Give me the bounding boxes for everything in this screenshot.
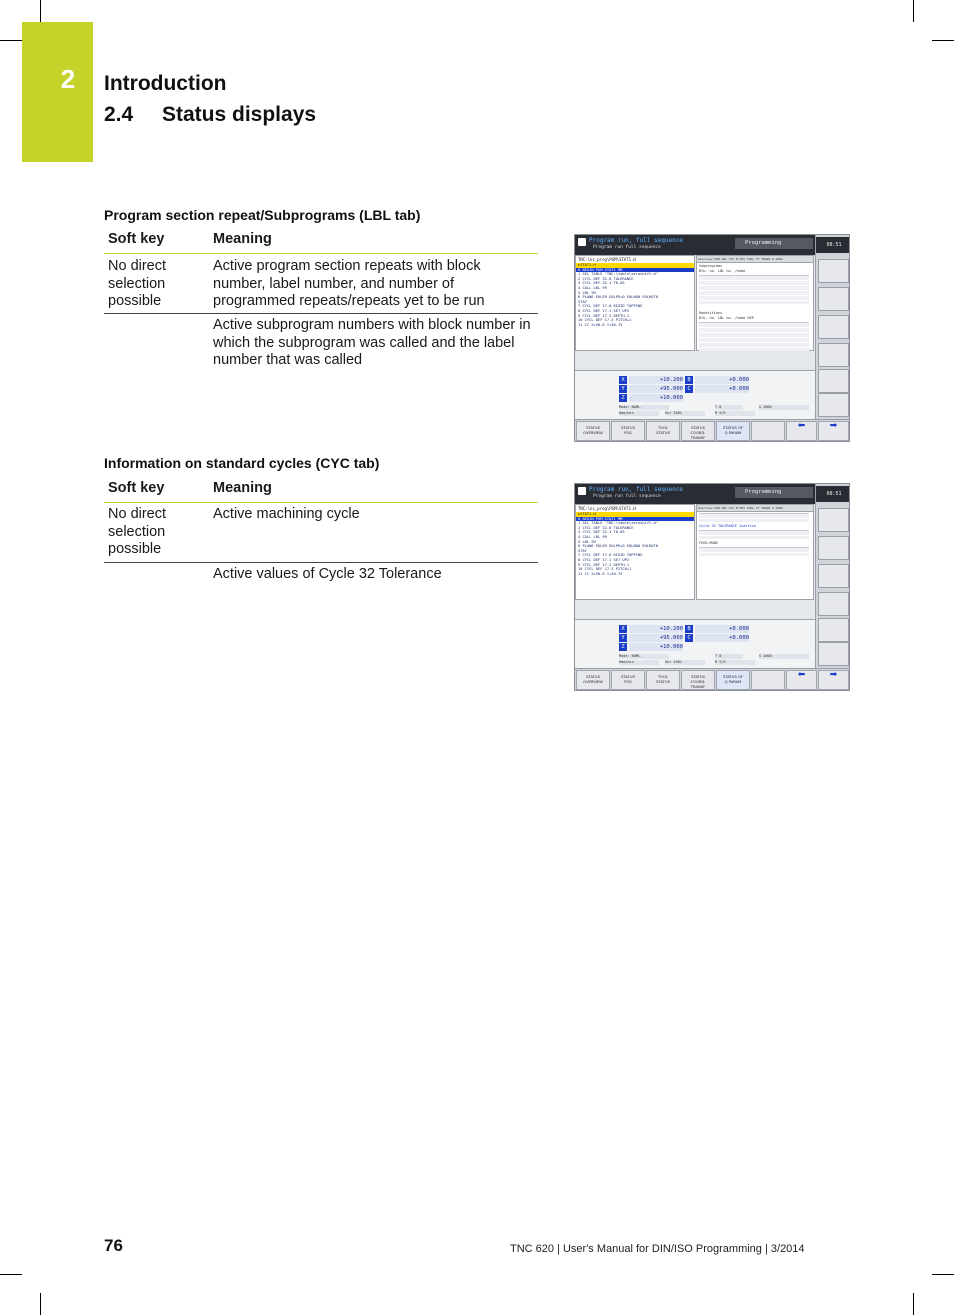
axis-row [619, 385, 683, 393]
program-line: 6 PLANE EULER EULPR+0 EULNU0 EULROT0 [578, 295, 658, 300]
page-forward-softkey[interactable] [818, 421, 849, 441]
header-rule [104, 502, 538, 503]
row-divider [104, 313, 538, 314]
title-bar [575, 484, 815, 504]
axis-row [619, 643, 683, 651]
feed-info: 0mm/min [619, 660, 659, 665]
screen-subtitle: Program run full sequence [593, 245, 661, 250]
screen-title: Program run, full sequence [589, 486, 683, 493]
program-run-icon [578, 487, 586, 495]
axis-label: B [685, 625, 693, 633]
program-line: STAY [578, 299, 587, 304]
section-number: 2.4 [104, 103, 134, 126]
empty-softkey[interactable] [751, 421, 785, 441]
axis-row [619, 376, 683, 384]
repetitions-label: Repetitions [699, 311, 723, 315]
program-window [575, 255, 695, 351]
program-line: 10 CYCL DEF 17.3 PITCH+1 [578, 318, 632, 323]
program-line: ►STAT1.H [576, 512, 694, 517]
axis-value: +0.000 [695, 634, 749, 642]
footer-text: TNC 620 | User's Manual for DIN/ISO Programming | 3/2014 [510, 1243, 805, 1255]
axis-row [619, 634, 683, 642]
subprograms-columns: Blk. no. LBL no. /name [699, 269, 746, 273]
program-line: 4 CALL LBL 99 [578, 534, 607, 539]
row-divider [104, 562, 538, 563]
spindle-info: S 2000 [759, 405, 809, 410]
column-header-softkey: Soft key [108, 231, 165, 247]
axis-label: Z [619, 643, 627, 651]
program-line: 11 CC X+50.0 Y+30.75 [578, 571, 623, 576]
table-cell-meaning: Active machining cycle [213, 506, 360, 522]
axis-label: Y [619, 385, 627, 393]
override-softkey[interactable] [818, 369, 849, 393]
tool-status-softkey[interactable]: TOOL STATUS [646, 421, 680, 441]
program-line: 11 CC X+50.0 Y+30.75 [578, 322, 623, 327]
program-line: 2 CYCL DEF 32.0 TOLERANCE [578, 276, 634, 281]
axis-value: +10.000 [629, 394, 683, 402]
screen-title: Program run, full sequence [589, 237, 683, 244]
status-window [696, 504, 814, 600]
axis-value: +0.000 [695, 385, 749, 393]
program-line: 4 CALL LBL 99 [578, 285, 607, 290]
program-line: STAY [578, 548, 587, 553]
override-info: Ovr 100% [665, 411, 705, 416]
status-q-param-softkey[interactable]: STATUS OF Q PARAM [716, 421, 750, 441]
side-softkey[interactable] [818, 508, 849, 532]
crop-mark [40, 1293, 41, 1315]
override-softkey[interactable] [818, 393, 849, 417]
m-function-info: M 5/9 [715, 411, 755, 416]
crop-mark [913, 0, 914, 22]
program-line: 10 CYCL DEF 17.3 PITCH+1 [578, 567, 632, 572]
axis-label: C [685, 634, 693, 642]
override-softkey[interactable] [818, 642, 849, 666]
subprograms-label: Subprograms [699, 264, 723, 268]
override-info: Ovr 100% [665, 660, 705, 665]
clock: 08:51 [816, 486, 850, 502]
crop-mark [913, 1293, 914, 1315]
cyc-table [104, 480, 538, 580]
screenshot-lbl-tab [574, 234, 850, 442]
position-display [575, 370, 815, 419]
page-back-softkey[interactable] [786, 421, 817, 441]
program-line: 1 SEL TABLE "TNC:\table\zeroshift.d" [578, 272, 658, 277]
subprograms-table [699, 275, 809, 304]
header-rule [104, 253, 538, 254]
axis-label: Z [619, 394, 627, 402]
crop-mark [932, 40, 954, 41]
programming-mode: Programming [735, 487, 813, 498]
program-path: TNC:\nc_prog\PGM\STAT1.H [578, 257, 636, 262]
column-header-softkey: Soft key [108, 480, 165, 496]
table-cell-meaning: Active subprogram numbers with block number in which the subprogram was called and the label number that was called [213, 317, 531, 368]
axis-label: X [619, 625, 627, 633]
axis-value: +0.000 [695, 625, 749, 633]
cyc-heading: Information on standard cycles (CYC tab) [104, 455, 380, 471]
axis-value: +95.000 [629, 634, 683, 642]
status-overview-softkey[interactable]: STATUS OVERVIEW [576, 670, 610, 690]
feed-info: 0mm/min [619, 411, 659, 416]
arrow-right-icon: ➡ [829, 670, 838, 680]
softkey-bar [575, 419, 850, 442]
feed-mode-box [699, 547, 809, 556]
status-pos-softkey[interactable]: STATUS POS [611, 421, 645, 441]
axis-row [685, 385, 749, 393]
program-line: 6 PLANE EULER EULPR+0 EULNU0 EULROT0 [578, 544, 658, 549]
program-run-icon [578, 238, 586, 246]
screenshot-cyc-tab [574, 483, 850, 691]
m-function-info: M 5/9 [715, 660, 755, 665]
side-softkey[interactable] [818, 315, 849, 339]
column-header-meaning: Meaning [213, 480, 272, 496]
tool-info: T 0 [715, 405, 743, 410]
softkey-bar [575, 668, 850, 691]
status-tabs[interactable]: Overview PGM LBL CYC M POS TOOL TT TRANS Q PARA [697, 256, 813, 263]
program-line: 0 BEGIN PGM STAT1 MM [576, 268, 694, 273]
right-panel [815, 235, 850, 442]
axis-value: +0.000 [695, 376, 749, 384]
lbl-table [104, 231, 538, 371]
repetitions-table [699, 322, 809, 351]
side-softkey[interactable] [818, 564, 849, 588]
program-line: 0 BEGIN PGM STAT1 MM [576, 517, 694, 522]
section-title [104, 103, 316, 127]
chapter-title: Introduction [104, 72, 227, 95]
clock: 08:51 [816, 237, 850, 253]
axis-label: C [685, 385, 693, 393]
table-cell-softkey: No direct selection possible [108, 506, 167, 557]
table-cell-softkey: No direct selection possible [108, 258, 167, 309]
axis-row [685, 625, 749, 633]
chapter-number: 2 [60, 64, 76, 94]
axis-value: +95.000 [629, 385, 683, 393]
tool-status-softkey[interactable]: TOOL STATUS [646, 670, 680, 690]
cycle-32-status: Cycle 32 TOLERANCE Inactive [699, 524, 756, 528]
status-coord-transf-softkey[interactable]: STATUS COORD. TRANSF [681, 421, 715, 441]
feed-mode-label: FEED-MODE [699, 541, 718, 545]
arrow-left-icon: ⬅ [797, 421, 806, 431]
position-display [575, 619, 815, 668]
programming-mode: Programming [735, 238, 813, 249]
mode-info: Mode: NOML. [619, 405, 669, 410]
program-line: 5 LBL 99 [578, 539, 596, 544]
program-line: ►STAT1.H [576, 263, 694, 268]
axis-row [685, 634, 749, 642]
repetitions-columns: Blk. no. LBL no. /name REP [699, 316, 754, 320]
axis-row [685, 376, 749, 384]
side-softkey[interactable] [818, 287, 849, 311]
side-softkey[interactable] [818, 259, 849, 283]
crop-mark [0, 1274, 22, 1275]
empty-softkey[interactable] [751, 670, 785, 690]
table-cell-meaning: Active program section repeats with block number, label number, and number of programmed repeats/repeats yet to be run [213, 258, 485, 309]
program-line: 7 CYCL DEF 17.0 RIGID TAPPING [578, 553, 643, 558]
program-line: 5 LBL 99 [578, 290, 596, 295]
program-line: 9 CYCL DEF 17.2 DEPTH-1 [578, 562, 630, 567]
chapter-tab [22, 22, 93, 162]
status-window [696, 255, 814, 351]
side-softkey[interactable] [818, 592, 849, 616]
program-line: 1 SEL TABLE "TNC:\table\zeroshift.d" [578, 521, 658, 526]
program-line: 7 CYCL DEF 17.0 RIGID TAPPING [578, 304, 643, 309]
lbl-heading: Program section repeat/Subprograms (LBL tab) [104, 207, 421, 223]
screen-subtitle: Program run full sequence [593, 494, 661, 499]
program-line: 9 CYCL DEF 17.2 DEPTH-1 [578, 313, 630, 318]
override-softkey[interactable] [818, 618, 849, 642]
axis-value: +10.200 [629, 625, 683, 633]
status-coord-transf-softkey[interactable]: STATUS COORD. TRANSF [681, 670, 715, 690]
crop-mark [0, 40, 22, 41]
axis-row [619, 394, 683, 402]
status-q-param-softkey[interactable]: STATUS OF Q PARAM [716, 670, 750, 690]
axis-label: Y [619, 634, 627, 642]
table-cell-meaning: Active values of Cycle 32 Tolerance [213, 566, 442, 582]
axis-value: +10.200 [629, 376, 683, 384]
program-line: 3 CYCL DEF 32.1 T0.05 [578, 281, 625, 286]
program-line: 8 CYCL DEF 17.1 SET UP2 [578, 308, 630, 313]
page-back-softkey[interactable] [786, 670, 817, 690]
crop-mark [932, 1274, 954, 1275]
mode-info: Mode: NOML. [619, 654, 669, 659]
axis-value: +10.000 [629, 643, 683, 651]
axis-label: B [685, 376, 693, 384]
program-line: 2 CYCL DEF 32.0 TOLERANCE [578, 525, 634, 530]
section-name: Status displays [162, 103, 317, 126]
crop-mark [40, 0, 41, 22]
axis-label: X [619, 376, 627, 384]
status-pos-softkey[interactable]: STATUS POS [611, 670, 645, 690]
right-panel [815, 484, 850, 691]
status-overview-softkey[interactable]: STATUS OVERVIEW [576, 421, 610, 441]
cycle-box [699, 513, 809, 522]
spindle-info: S 2000 [759, 654, 809, 659]
tolerance-box [699, 530, 809, 539]
page-forward-softkey[interactable] [818, 670, 849, 690]
arrow-left-icon: ⬅ [797, 670, 806, 680]
arrow-right-icon: ➡ [829, 421, 838, 431]
column-header-meaning: Meaning [213, 231, 272, 247]
axis-row [619, 625, 683, 633]
side-softkey[interactable] [818, 343, 849, 367]
program-line: 8 CYCL DEF 17.1 SET UP2 [578, 557, 630, 562]
program-path: TNC:\nc_prog\PGM\STAT1.H [578, 506, 636, 511]
program-line: 3 CYCL DEF 32.1 T0.05 [578, 530, 625, 535]
side-softkey[interactable] [818, 536, 849, 560]
program-window [575, 504, 695, 600]
title-bar [575, 235, 815, 255]
page-number: 76 [104, 1236, 123, 1255]
status-tabs[interactable]: Overview PGM LBL CYC M POS TOOL TT TRANS Q PARA [697, 505, 813, 512]
tool-info: T 0 [715, 654, 743, 659]
